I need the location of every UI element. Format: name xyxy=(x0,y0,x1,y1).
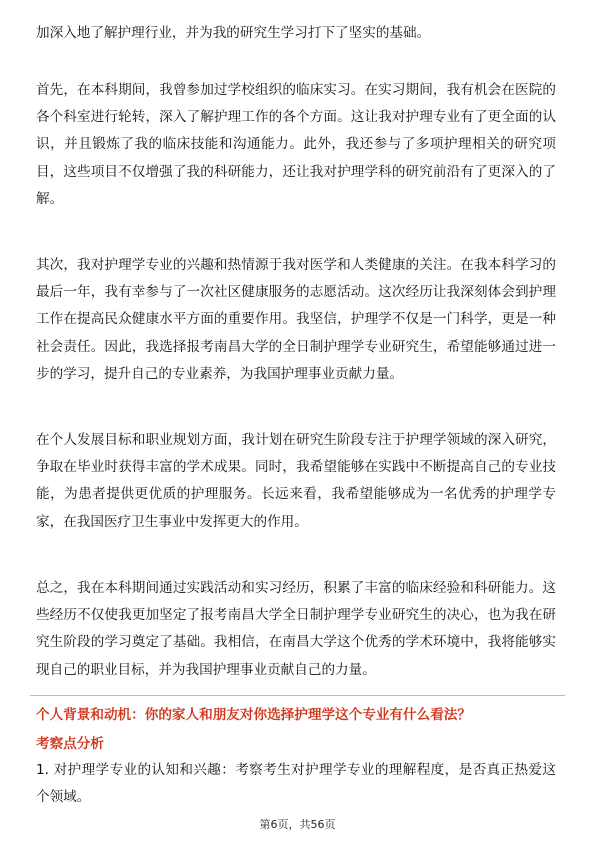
section-divider xyxy=(30,695,565,696)
analysis-section-label: 考察点分析 xyxy=(36,736,104,752)
analysis-item: 1. 对护理学专业的认知和兴趣：考察考生对护理学专业的理解程度，是否真正热爱这个领域。 xyxy=(36,762,556,806)
paragraph-intro-continuation: 加深入地了解护理行业，并为我的研究生学习打下了坚实的基础。 xyxy=(36,25,431,41)
interview-question-heading: 个人背景和动机：你的家人和朋友对你选择护理学这个专业有什么看法？ xyxy=(36,707,471,723)
paragraph-clinical-internship: 首先，在本科期间，我曾参加过学校组织的临床实习。在实习期间，我有机会在医院的各个科室进行轮转，深入了解护理工作的各个方面。这让我对护理专业有了更全面的认识，并且锻炼了我的临床技能和沟通能力。此外，我还参与了多项护理相关的研究项目，这些项目不仅增强了我的科研能力，还让我对护理学科的研究前沿有了更深入的了解。 xyxy=(36,82,556,207)
paragraph-conclusion: 总之，我在本科期间通过实践活动和实习经历，积累了丰富的临床经验和科研能力。这些经历不仅使我更加坚定了报考南昌大学全日制护理学专业研究生的决心，也为我在研究生阶段的学习奠定了基础。我相信，在南昌大学这个优秀的学术环境中，我将能够实现自己的职业目标，并为我国护理事业贡献自己的力量。 xyxy=(36,580,556,678)
paragraph-career-goals: 在个人发展目标和职业规划方面，我计划在研究生阶段专注于护理学领域的深入研究，争取在毕业时获得丰富的学术成果。同时，我希望能够在实践中不断提高自己的专业技能，为患者提供更优质的护理服务。长远来看，我希望能够成为一名优秀的护理学专家，在我国医疗卫生事业中发挥更大的作用。 xyxy=(36,432,556,530)
paragraph-interest-motivation: 其次，我对护理学专业的兴趣和热情源于我对医学和人类健康的关注。在我本科学习的最后一年，我有幸参与了一次社区健康服务的志愿活动。这次经历让我深刻体会到护理工作在提高民众健康水平方面的重要作用。我坚信，护理学不仅是一门科学，更是一种社会责任。因此，我选择报考南昌大学的全日制护理学专业研究生，希望能够通过进一步的学习，提升自己的专业素养，为我国护理事业贡献力量。 xyxy=(36,257,556,382)
page-number-footer: 第6页，共56页 xyxy=(259,818,336,831)
